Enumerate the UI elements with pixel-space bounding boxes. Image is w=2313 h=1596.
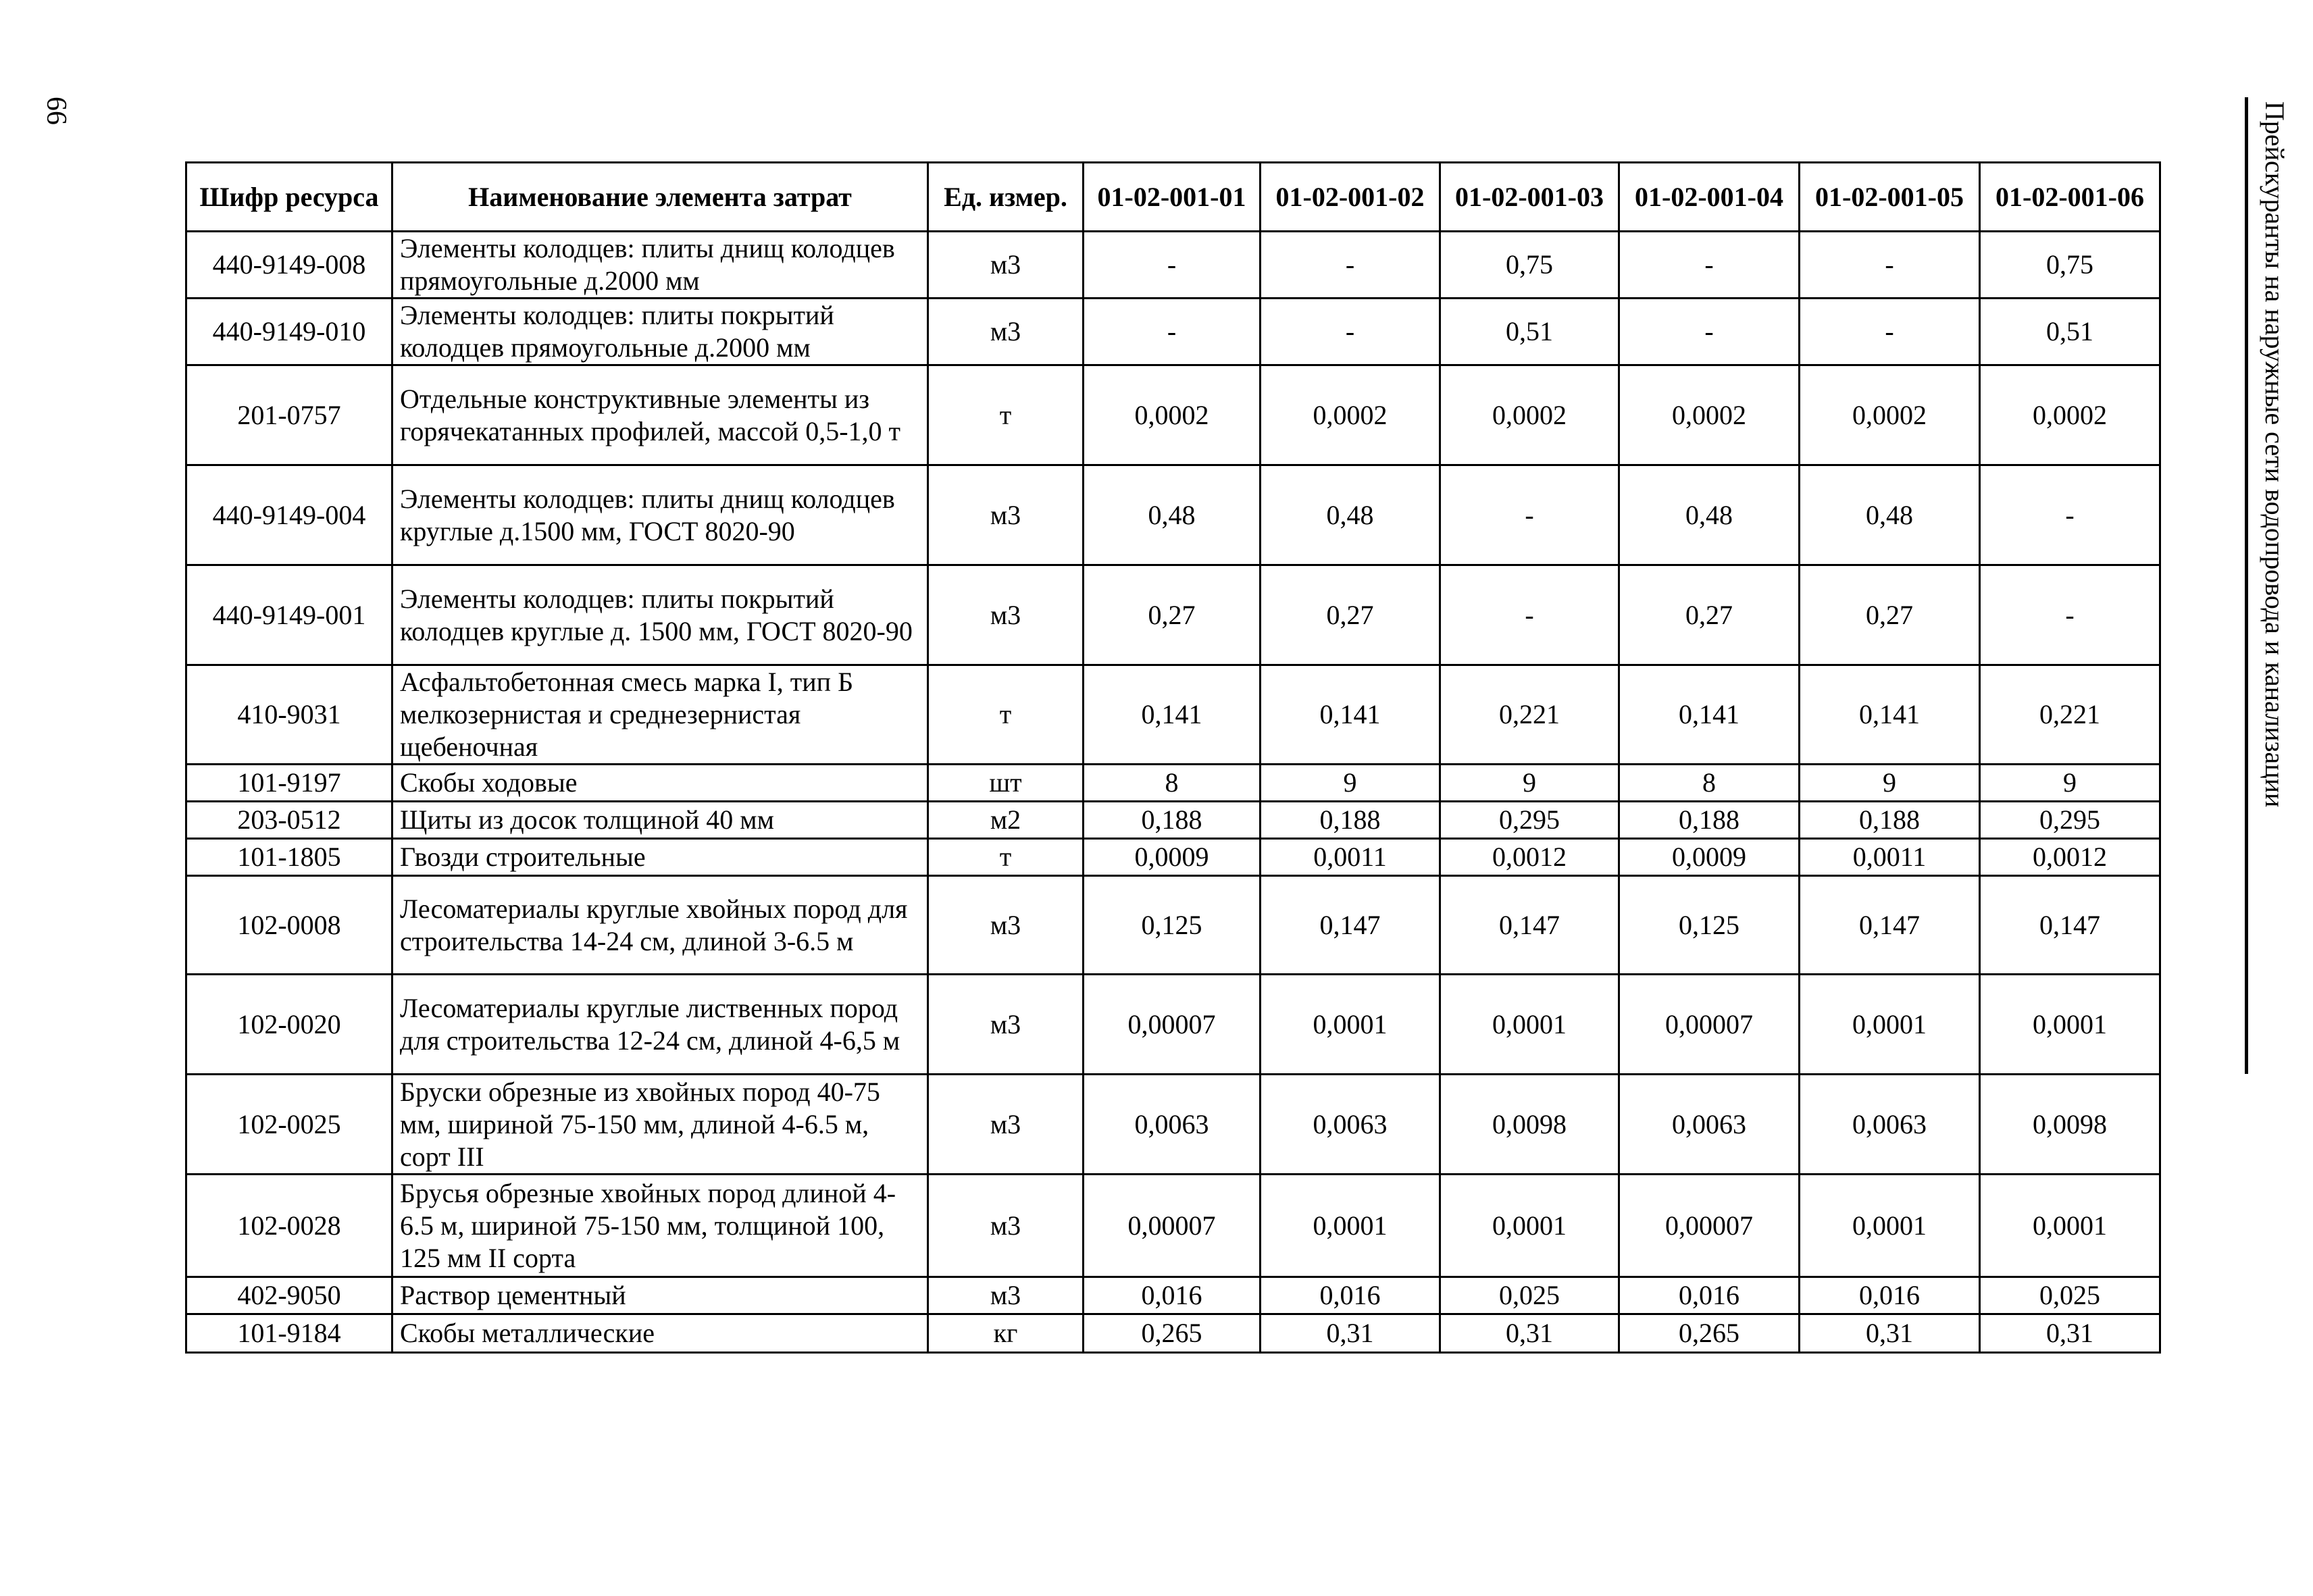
cell-03: 0,31 [1440, 1314, 1619, 1353]
cell-06: 0,0098 [1980, 1075, 2160, 1175]
header-name: Наименование элемента затрат [392, 163, 928, 232]
cell-02: 0,0063 [1261, 1075, 1440, 1175]
cell-06: 0,0001 [1980, 975, 2160, 1075]
cell-02: 0,0001 [1261, 1175, 1440, 1277]
cell-06: 0,75 [1980, 232, 2160, 299]
cell-unit: м3 [928, 299, 1084, 365]
cell-code: 101-1805 [186, 839, 392, 876]
page-number: 66 [41, 97, 72, 125]
cell-unit: т [928, 365, 1084, 465]
cell-02: 0,147 [1261, 876, 1440, 975]
cell-03: 0,75 [1440, 232, 1619, 299]
cell-01: 0,27 [1084, 565, 1261, 665]
cell-05: 0,0002 [1800, 365, 1980, 465]
cell-03: 0,0098 [1440, 1075, 1619, 1175]
cell-03: 9 [1440, 765, 1619, 802]
cell-code: 101-9184 [186, 1314, 392, 1353]
cell-02: 0,016 [1261, 1277, 1440, 1314]
cell-03: 0,51 [1440, 299, 1619, 365]
cell-name: Лесоматериалы круглые хвойных пород для строительства 14-24 см, длиной 3-6.5 м [392, 876, 928, 975]
cell-name: Скобы ходовые [392, 765, 928, 802]
table-row [186, 876, 2160, 975]
cell-03: 0,0002 [1440, 365, 1619, 465]
cell-04: 0,00007 [1619, 975, 1800, 1075]
cell-04: - [1619, 299, 1800, 365]
cell-unit: м2 [928, 802, 1084, 839]
cell-04: 0,188 [1619, 802, 1800, 839]
cell-unit: м3 [928, 565, 1084, 665]
running-title: Прейскуранты на наружные сети водопровода и канализации [2260, 101, 2290, 808]
table-row [186, 765, 2160, 802]
cell-05: - [1800, 232, 1980, 299]
header-col-05: 01-02-001-05 [1800, 163, 1980, 232]
cell-02: - [1261, 232, 1440, 299]
cell-05: 0,27 [1800, 565, 1980, 665]
cell-unit: м3 [928, 975, 1084, 1075]
cell-04: 0,141 [1619, 665, 1800, 765]
header-rule [2245, 97, 2248, 1074]
header-col-06: 01-02-001-06 [1980, 163, 2160, 232]
cell-05: 0,48 [1800, 465, 1980, 565]
cell-06: 0,31 [1980, 1314, 2160, 1353]
cell-04: 0,48 [1619, 465, 1800, 565]
cell-02: 9 [1261, 765, 1440, 802]
cell-01: - [1084, 299, 1261, 365]
cell-06: 9 [1980, 765, 2160, 802]
cell-06: 0,025 [1980, 1277, 2160, 1314]
cell-name: Элементы колодцев: плиты покрытий колодцев прямоугольные д.2000 мм [392, 299, 928, 365]
cell-04: - [1619, 232, 1800, 299]
cell-unit: т [928, 839, 1084, 876]
cell-04: 8 [1619, 765, 1800, 802]
cell-04: 0,125 [1619, 876, 1800, 975]
cell-02: 0,188 [1261, 802, 1440, 839]
cell-01: 0,00007 [1084, 975, 1261, 1075]
cell-01: 0,0009 [1084, 839, 1261, 876]
cell-05: 0,141 [1800, 665, 1980, 765]
cell-04: 0,0002 [1619, 365, 1800, 465]
header-col-04: 01-02-001-04 [1619, 163, 1800, 232]
table-row [186, 1277, 2160, 1314]
cell-06: 0,0001 [1980, 1175, 2160, 1277]
cell-01: - [1084, 232, 1261, 299]
cell-unit: м3 [928, 1175, 1084, 1277]
cell-06: 0,0012 [1980, 839, 2160, 876]
cell-06: 0,221 [1980, 665, 2160, 765]
cell-01: 0,0063 [1084, 1075, 1261, 1175]
cell-03: 0,147 [1440, 876, 1619, 975]
cell-02: 0,141 [1261, 665, 1440, 765]
cell-03: 0,0001 [1440, 1175, 1619, 1277]
cell-unit: м3 [928, 876, 1084, 975]
cell-05: 0,016 [1800, 1277, 1980, 1314]
cell-name: Элементы колодцев: плиты покрытий колодцев круглые д. 1500 мм, ГОСТ 8020-90 [392, 565, 928, 665]
cell-02: 0,0001 [1261, 975, 1440, 1075]
cell-01: 0,016 [1084, 1277, 1261, 1314]
cell-04: 0,0063 [1619, 1075, 1800, 1175]
cell-01: 0,125 [1084, 876, 1261, 975]
cell-06: 0,0002 [1980, 365, 2160, 465]
cell-unit: м3 [928, 1277, 1084, 1314]
cell-05: 0,0011 [1800, 839, 1980, 876]
cell-name: Скобы металлические [392, 1314, 928, 1353]
cell-06: 0,147 [1980, 876, 2160, 975]
table-row [186, 365, 2160, 465]
cell-code: 203-0512 [186, 802, 392, 839]
cell-05: 0,188 [1800, 802, 1980, 839]
cell-02: - [1261, 299, 1440, 365]
cell-code: 201-0757 [186, 365, 392, 465]
cell-code: 102-0008 [186, 876, 392, 975]
cell-code: 440-9149-001 [186, 565, 392, 665]
cell-code: 102-0020 [186, 975, 392, 1075]
cell-unit: м3 [928, 465, 1084, 565]
cell-04: 0,265 [1619, 1314, 1800, 1353]
cell-code: 440-9149-004 [186, 465, 392, 565]
cell-name: Отдельные конструктивные элементы из горячекатанных профилей, массой 0,5-1,0 т [392, 365, 928, 465]
cell-name: Бруски обрезные из хвойных пород 40-75 мм, шириной 75-150 мм, длиной 4-6.5 м, сорт III [392, 1075, 928, 1175]
cell-unit: кг [928, 1314, 1084, 1353]
cell-name: Элементы колодцев: плиты днищ колодцев прямоугольные д.2000 мм [392, 232, 928, 299]
table-row [186, 232, 2160, 299]
cell-name: Лесоматериалы круглые лиственных пород для строительства 12-24 см, длиной 4-6,5 м [392, 975, 928, 1075]
cell-06: 0,295 [1980, 802, 2160, 839]
table-row [186, 975, 2160, 1075]
cell-unit: т [928, 665, 1084, 765]
cell-02: 0,48 [1261, 465, 1440, 565]
cell-unit: м3 [928, 1075, 1084, 1175]
cell-04: 0,27 [1619, 565, 1800, 665]
cell-05: 0,0001 [1800, 1175, 1980, 1277]
cell-02: 0,0002 [1261, 365, 1440, 465]
cell-01: 0,141 [1084, 665, 1261, 765]
cell-02: 0,0011 [1261, 839, 1440, 876]
cell-name: Асфальтобетонная смесь марка I, тип Б мелкозернистая и среднезернистая щебеночная [392, 665, 928, 765]
cell-03: 0,221 [1440, 665, 1619, 765]
cell-03: 0,295 [1440, 802, 1619, 839]
cell-03: - [1440, 565, 1619, 665]
header-col-03: 01-02-001-03 [1440, 163, 1619, 232]
cell-05: 9 [1800, 765, 1980, 802]
header-col-01: 01-02-001-01 [1084, 163, 1261, 232]
cell-02: 0,31 [1261, 1314, 1440, 1353]
cell-06: 0,51 [1980, 299, 2160, 365]
cell-01: 0,188 [1084, 802, 1261, 839]
cell-06: - [1980, 465, 2160, 565]
cell-01: 0,00007 [1084, 1175, 1261, 1277]
cell-05: - [1800, 299, 1980, 365]
header-unit: Ед. измер. [928, 163, 1084, 232]
cell-code: 102-0028 [186, 1175, 392, 1277]
header-col-02: 01-02-001-02 [1261, 163, 1440, 232]
cell-03: 0,0012 [1440, 839, 1619, 876]
cell-code: 410-9031 [186, 665, 392, 765]
table-row [186, 665, 2160, 765]
cell-name: Раствор цементный [392, 1277, 928, 1314]
header-code: Шифр ресурса [186, 163, 392, 232]
cell-name: Щиты из досок толщиной 40 мм [392, 802, 928, 839]
cell-04: 0,016 [1619, 1277, 1800, 1314]
cell-06: - [1980, 565, 2160, 665]
cell-05: 0,0001 [1800, 975, 1980, 1075]
cell-05: 0,147 [1800, 876, 1980, 975]
table-row [186, 1314, 2160, 1353]
table-row [186, 299, 2160, 365]
cell-03: 0,0001 [1440, 975, 1619, 1075]
cell-04: 0,00007 [1619, 1175, 1800, 1277]
cell-name: Брусья обрезные хвойных пород длиной 4-6.5 м, шириной 75-150 мм, толщиной 100, 125 мм II сорта [392, 1175, 928, 1277]
cell-code: 440-9149-010 [186, 299, 392, 365]
table-row [186, 465, 2160, 565]
cell-code: 101-9197 [186, 765, 392, 802]
table-row [186, 1075, 2160, 1175]
cell-unit: шт [928, 765, 1084, 802]
cell-03: - [1440, 465, 1619, 565]
cell-04: 0,0009 [1619, 839, 1800, 876]
table-row [186, 839, 2160, 876]
cell-01: 8 [1084, 765, 1261, 802]
cell-02: 0,27 [1261, 565, 1440, 665]
cell-name: Элементы колодцев: плиты днищ колодцев круглые д.1500 мм, ГОСТ 8020-90 [392, 465, 928, 565]
table-row [186, 802, 2160, 839]
cell-name: Гвозди строительные [392, 839, 928, 876]
cell-05: 0,31 [1800, 1314, 1980, 1353]
resource-table [185, 161, 2161, 1354]
cell-03: 0,025 [1440, 1277, 1619, 1314]
cell-code: 102-0025 [186, 1075, 392, 1175]
cell-01: 0,48 [1084, 465, 1261, 565]
cell-05: 0,0063 [1800, 1075, 1980, 1175]
table-row [186, 565, 2160, 665]
cell-code: 402-9050 [186, 1277, 392, 1314]
cell-01: 0,0002 [1084, 365, 1261, 465]
cell-01: 0,265 [1084, 1314, 1261, 1353]
table-row [186, 1175, 2160, 1277]
cell-unit: м3 [928, 232, 1084, 299]
cell-code: 440-9149-008 [186, 232, 392, 299]
